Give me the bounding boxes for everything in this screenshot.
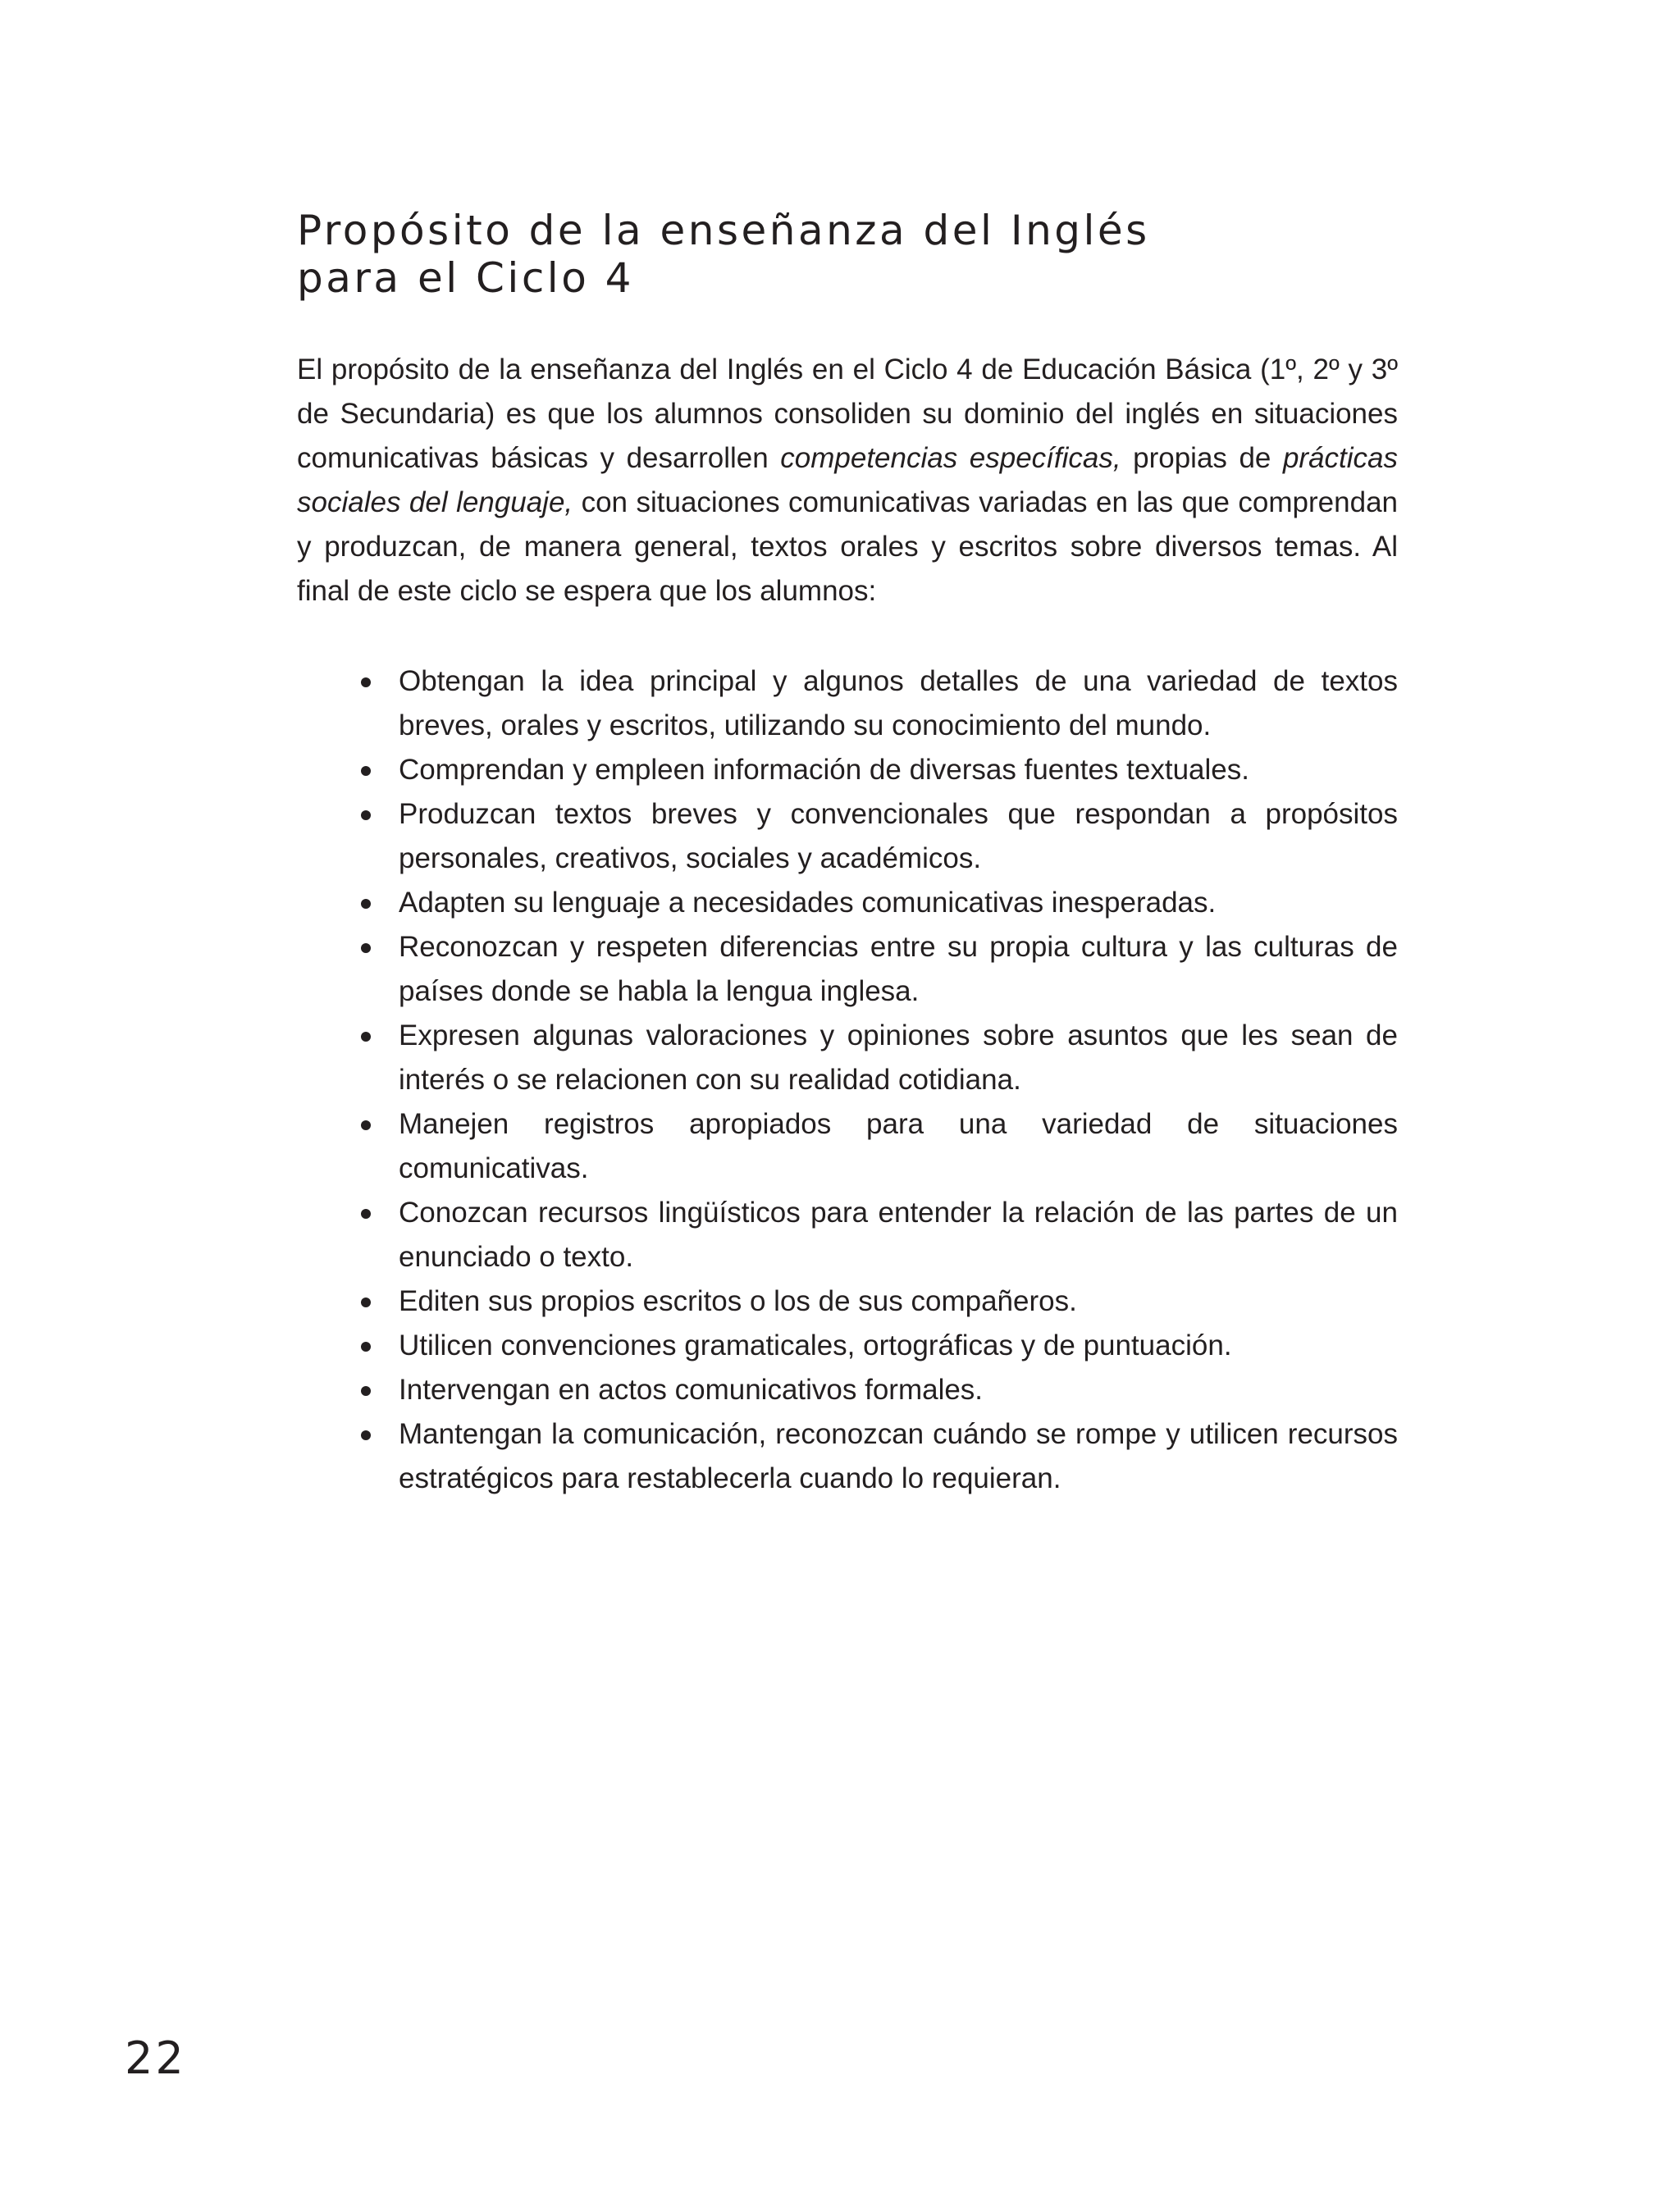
- list-item-text: Obtengan la idea principal y algunos detalles de una variedad de textos breves, orales y escritos, utilizando su conocimiento del mundo.: [399, 665, 1398, 741]
- section-heading-line-1: Propósito de la enseñanza del Inglés: [297, 207, 1150, 254]
- list-item: [399, 1368, 1398, 1412]
- bullet-icon: [361, 1032, 371, 1042]
- list-item: [399, 748, 1398, 792]
- bullet-icon: [361, 1342, 371, 1352]
- intro-text-1: El propósito de la enseñanza del Inglés en el Ciclo 4 de Educación Básica (1º, 2º y 3º de Secundaria) es que los alumnos consoliden su dominio del inglés en situaciones comunicativas básicas y desarrollen: [297, 353, 1398, 474]
- list-item-text: Reconozcan y respeten diferencias entre su propia cultura y las culturas de países donde se habla la lengua inglesa.: [399, 931, 1398, 1007]
- list-item-text: Mantengan la comunicación, reconozcan cuándo se rompe y utilicen recursos estratégicos para restablecerla cuando lo requieran.: [399, 1418, 1398, 1494]
- section-heading: [297, 207, 1445, 302]
- list-item-text: Comprendan y empleen información de diversas fuentes textuales.: [399, 754, 1249, 786]
- intro-text-3: con situaciones comunicativas variadas en las que comprendan y produzcan, de manera general, textos orales y escritos sobre diversos temas. Al final de este ciclo se espera que los alumnos:: [297, 486, 1399, 607]
- bullet-icon: [361, 1298, 371, 1307]
- list-item: [399, 1102, 1398, 1191]
- list-item: [399, 792, 1398, 881]
- bullet-icon: [361, 810, 371, 820]
- list-item: [399, 1412, 1398, 1501]
- section-heading-line-2: para el Ciclo 4: [297, 254, 634, 302]
- bullet-icon: [361, 1386, 371, 1396]
- list-item-text: Adapten su lenguaje a necesidades comunicativas inesperadas.: [399, 887, 1217, 919]
- bullet-icon: [361, 899, 371, 909]
- list-item: [399, 659, 1398, 748]
- list-item-text: Intervengan en actos comunicativos formales.: [399, 1374, 984, 1406]
- list-item-text: Utilicen convenciones gramaticales, ortográficas y de puntuación.: [399, 1329, 1232, 1361]
- intro-italic-competencias: competencias específicas,: [780, 442, 1121, 474]
- list-item: [399, 1279, 1398, 1324]
- list-item: [399, 1191, 1398, 1279]
- list-item-text: Produzcan textos breves y convencionales que respondan a propósitos personales, creativos, sociales y académicos.: [399, 798, 1398, 874]
- bullet-icon: [361, 1120, 371, 1130]
- list-item: [399, 881, 1398, 925]
- bullet-icon: [361, 943, 371, 953]
- bullet-icon: [361, 1209, 371, 1219]
- objectives-list: [399, 659, 1398, 1501]
- list-item: [399, 1014, 1398, 1102]
- intro-text-2: propias de: [1121, 442, 1283, 474]
- bullet-icon: [361, 766, 371, 776]
- bullet-icon: [361, 677, 371, 687]
- bullet-icon: [361, 1430, 371, 1440]
- intro-italic-practicas: prácticas sociales del lenguaje,: [297, 442, 1398, 518]
- list-item-text: Editen sus propios escritos o los de sus compañeros.: [399, 1285, 1077, 1317]
- list-item-text: Expresen algunas valoraciones y opiniones sobre asuntos que les sean de interés o se relacionen con su realidad cotidiana.: [399, 1019, 1398, 1096]
- page-number: 22: [125, 2032, 186, 2084]
- list-item: [399, 1324, 1398, 1368]
- list-item: [399, 925, 1398, 1014]
- list-item-text: Manejen registros apropiados para una variedad de situaciones comunicativas.: [399, 1108, 1398, 1184]
- list-item-text: Conozcan recursos lingüísticos para entender la relación de las partes de un enunciado o texto.: [399, 1197, 1398, 1273]
- intro-paragraph: [297, 348, 1398, 613]
